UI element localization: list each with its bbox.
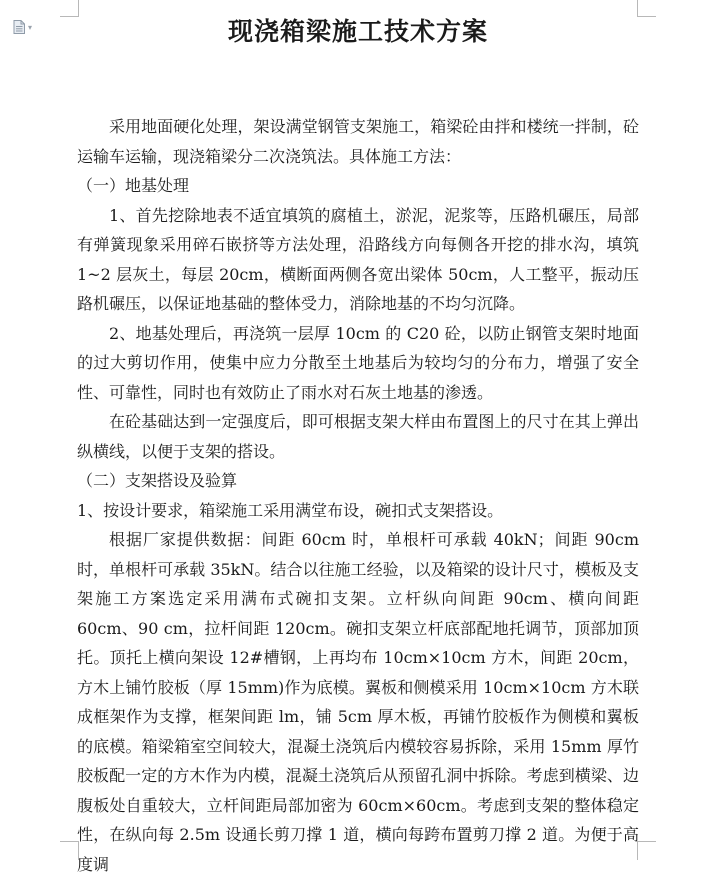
- page-corner-marker-bottom-right: [637, 841, 656, 860]
- chevron-down-icon: ▾: [28, 22, 33, 32]
- section-heading: （一）地基处理: [77, 176, 190, 195]
- body-paragraph: 采用地面硬化处理，架设满堂钢管支架施工，箱梁砼由拌和楼统一拌制，砼运输车运输，现浇箱梁分二次浇筑法。具体施工方法：: [77, 117, 639, 166]
- section-heading: （二）支架搭设及验算: [77, 471, 238, 490]
- section-heading: 1、按设计要求，箱梁施工采用满堂布设，碗扣式支架搭设。: [77, 500, 504, 520]
- document-title: 现浇箱梁施工技术方案: [227, 17, 488, 46]
- document-icon: [13, 20, 25, 34]
- document-menu-button[interactable]: [13, 20, 32, 34]
- body-paragraph: 2、地基处理后，再浇筑一层厚 10cm 的 C20 砼，以防止钢管支架时地面的过大剪切作用，使集中应力分散至土地基后为较均匀的分布力，增强了安全性、可靠性，同时也有效防止了雨水对石灰土地基的渗透。: [77, 323, 639, 402]
- document-page: [77, 0, 645, 879]
- body-paragraph: 在砼基础达到一定强度后，即可根据支架大样由布置图上的尺寸在其上弹出纵横线，以便于支架的搭设。: [77, 412, 639, 461]
- body-paragraph: 根据厂家提供数据：间距 60cm 时，单根杆可承载 40kN；间距 90cm 时，单根杆可承载 35kN。结合以往施工经验，以及箱梁的设计尺寸，模板及支架施工方案选定采用满布式碗扣支架。立杆纵向间距 90cm、横向间距 60cm、90 cm，拉杆间距 120cm。碗扣支架立杆底部配地托调节，顶部加顶托。顶托上横向架设 12#槽钢，上再均布 10cm×10cm 方木，间距 20cm，方木上铺竹胶板（厚 15mm)作为底模。翼板和侧模采用 10cm×10cm 方木联成框架作为支撑，框架间距 lm，铺 5cm 厚木板，再铺竹胶板作为侧模和翼板的底模。箱梁箱室空间较大，混凝土浇筑后内模较容易拆除，采用 15mm 厚竹胶板配一定的方木作为内模，混凝土浇筑后从预留孔洞中拆除。考虑到横梁、边腹板处自重较大，立杆间距局部加密为 60cm×60cm。考虑到支架的整体稳定性，在纵向每 2.5m 设通长剪刀撑 1 道，横向每跨布置剪刀撑 2 道。为便于高度调: [77, 530, 645, 874]
- document-body: [77, 112, 645, 879]
- page-corner-marker-top-right: [637, 0, 656, 17]
- body-paragraph: 1、首先挖除地表不适宜填筑的腐植土，淤泥，泥浆等，压路机碾压，局部有弹簧现象采用碎石嵌挤等方法处理，沿路线方向每侧各开挖的排水沟，填筑 1~2 层灰土，每层 20cm，横断面两侧各宽出梁体 50cm，人工整平，振动压路机碾压，以保证地基础的整体受力，消除地基的不均匀沉降。: [77, 205, 645, 313]
